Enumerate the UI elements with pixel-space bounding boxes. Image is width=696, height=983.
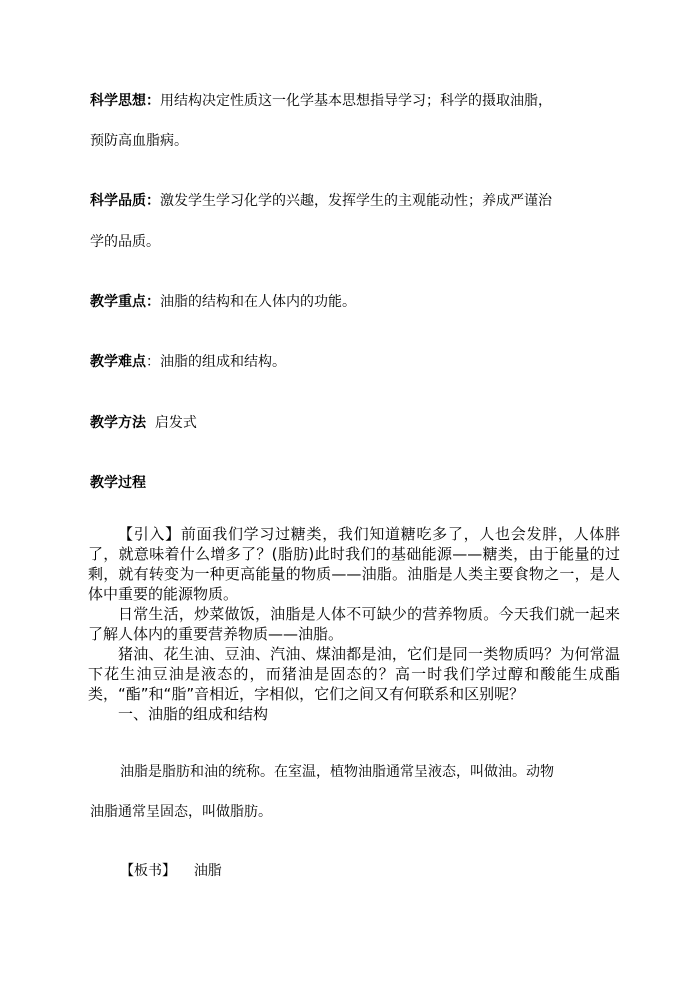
quality-label: 科学品质 bbox=[90, 193, 146, 209]
method-line bbox=[90, 414, 197, 432]
section-heading: 一、油脂的组成和结构 bbox=[118, 705, 269, 723]
difficulty-text: 油脂的组成和结构。 bbox=[160, 354, 286, 370]
quality-text-1: 激发学生学习化学的兴趣，发挥学生的主观能动性；养成严谨治 bbox=[160, 193, 552, 209]
method-text: 启发式 bbox=[154, 415, 197, 431]
intro-paragraph-2: 日常生活，炒菜做饭，油脂是人体不可缺少的营养物质。今天我们就一起来了解人体内的重要营养物质——油脂。 bbox=[88, 605, 620, 643]
intro-block bbox=[88, 524, 620, 724]
process-heading bbox=[90, 474, 146, 492]
thought-label: 科学思想 bbox=[90, 93, 146, 109]
difficulty-separator: ： bbox=[146, 354, 160, 370]
intro-paragraph-3: 猪油、花生油、豆油、汽油、煤油都是油，它们是同一类物质吗？为何常温下花生油豆油是液态的，而猪油是固态的？高一时我们学过醇和酸能生成酯类，“酯”和“脂”音相近，字相似，它们之间又有何联系和区别呢？ bbox=[88, 645, 620, 703]
board-text: 油脂 bbox=[193, 863, 222, 879]
difficulty-line bbox=[90, 353, 286, 371]
thought-line-2 bbox=[90, 132, 188, 150]
definition-line-2 bbox=[90, 803, 272, 821]
quality-separator: ： bbox=[146, 193, 160, 209]
thought-text-2: 预防高血脂病。 bbox=[90, 133, 188, 149]
key-point-line bbox=[90, 293, 356, 311]
definition-line-1 bbox=[120, 763, 554, 781]
intro-paragraph-1: 【引入】前面我们学习过糖类，我们知道糖吃多了，人也会发胖，人体胖了，就意味着什么增多了？(脂肪)此时我们的基础能源——糖类，由于能量的过剩，就有转变为一种更高能量的物质——油脂。油脂是人类主要食物之一，是人体中重要的能源物质。 bbox=[88, 525, 620, 603]
thought-text-1: 用结构决定性质这一化学基本思想指导学习；科学的摄取油脂， bbox=[160, 93, 552, 109]
quality-text-2: 学的品质。 bbox=[90, 234, 160, 250]
key-point-separator: ： bbox=[146, 294, 160, 310]
process-label: 教学过程 bbox=[90, 475, 146, 491]
thought-separator: ： bbox=[146, 93, 160, 109]
board-line bbox=[120, 862, 222, 880]
key-point-label: 教学重点 bbox=[90, 294, 146, 310]
definition-text-2: 油脂通常呈固态，叫做脂肪。 bbox=[90, 804, 272, 820]
quality-line-1 bbox=[90, 192, 552, 210]
quality-line-2 bbox=[90, 233, 160, 251]
method-label: 教学方法 bbox=[90, 415, 146, 431]
difficulty-label: 教学难点 bbox=[90, 354, 146, 370]
key-point-text: 油脂的结构和在人体内的功能。 bbox=[160, 294, 356, 310]
board-label: 【板书】 bbox=[120, 863, 176, 879]
definition-text-1: 油脂是脂肪和油的统称。在室温，植物油脂通常呈液态，叫做油。动物 bbox=[120, 764, 554, 780]
thought-line-1 bbox=[90, 92, 552, 110]
